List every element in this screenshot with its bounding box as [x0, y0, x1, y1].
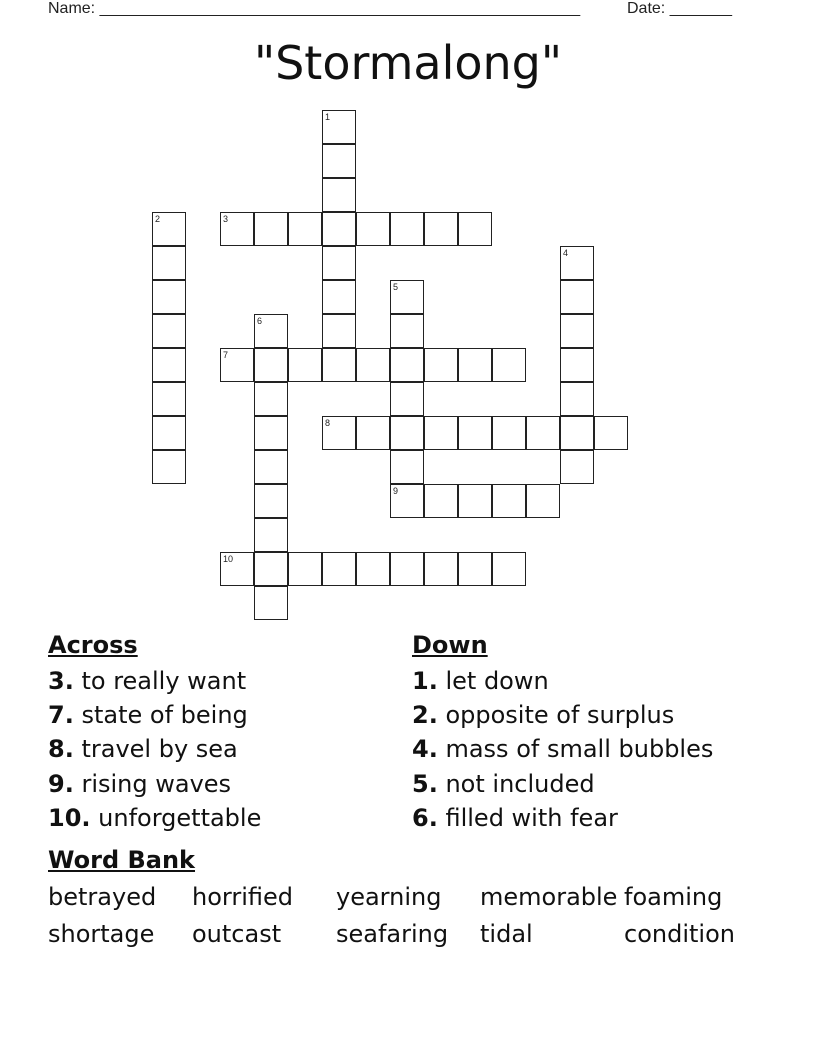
word-bank-item: horrified [192, 883, 293, 911]
crossword-cell[interactable] [594, 416, 628, 450]
name-field[interactable]: Name: ______________________________________________________ [48, 0, 581, 17]
crossword-cell[interactable] [492, 484, 526, 518]
crossword-cell[interactable] [492, 416, 526, 450]
across-clue: 7. state of being [48, 701, 248, 729]
word-bank-item: seafaring [336, 920, 449, 948]
clue-number: 1 [325, 112, 331, 122]
crossword-cell[interactable] [220, 552, 254, 586]
crossword-cell[interactable] [322, 280, 356, 314]
crossword-cell[interactable] [152, 246, 186, 280]
crossword-cell[interactable] [492, 348, 526, 382]
crossword-cell[interactable] [220, 212, 254, 246]
word-bank-item: betrayed [48, 883, 157, 911]
crossword-cell[interactable] [322, 110, 356, 144]
across-clue: 9. rising waves [48, 770, 232, 798]
crossword-cell[interactable] [254, 382, 288, 416]
crossword-cell[interactable] [152, 212, 186, 246]
crossword-cell[interactable] [390, 382, 424, 416]
clue-number: 4 [563, 248, 569, 258]
word-bank-item: shortage [48, 920, 155, 948]
crossword-cell[interactable] [560, 280, 594, 314]
crossword-cell[interactable] [322, 178, 356, 212]
clue-number: 7 [223, 350, 229, 360]
crossword-cell[interactable] [152, 450, 186, 484]
crossword-cell[interactable] [322, 416, 356, 450]
crossword-cell[interactable] [458, 552, 492, 586]
crossword-cell[interactable] [424, 212, 458, 246]
crossword-cell[interactable] [560, 314, 594, 348]
crossword-cell[interactable] [152, 348, 186, 382]
crossword-cell[interactable] [152, 416, 186, 450]
down-clue: 4. mass of small bubbles [412, 735, 714, 763]
clue-number: 6 [257, 316, 263, 326]
crossword-cell[interactable] [560, 246, 594, 280]
across-clue: 8. travel by sea [48, 735, 238, 763]
crossword-cell[interactable] [390, 314, 424, 348]
date-field[interactable]: Date: _______ [627, 0, 732, 17]
crossword-cell[interactable] [424, 348, 458, 382]
crossword-cell[interactable] [560, 348, 594, 382]
crossword-cell[interactable] [322, 552, 356, 586]
word-bank-item: condition [624, 920, 735, 948]
crossword-cell[interactable] [356, 552, 390, 586]
down-clue: 1. let down [412, 667, 549, 695]
across-clue: 10. unforgettable [48, 804, 262, 832]
crossword-cell[interactable] [560, 450, 594, 484]
crossword-cell[interactable] [254, 212, 288, 246]
across-heading: Across [48, 631, 138, 659]
page-title: "Stormalong" [253, 36, 563, 90]
crossword-cell[interactable] [390, 212, 424, 246]
crossword-cell[interactable] [424, 416, 458, 450]
word-bank-item: outcast [192, 920, 282, 948]
crossword-cell[interactable] [288, 348, 322, 382]
word-bank-item: foaming [624, 883, 723, 911]
down-clue: 6. filled with fear [412, 804, 618, 832]
crossword-cell[interactable] [458, 484, 492, 518]
crossword-cell[interactable] [288, 552, 322, 586]
clue-number: 8 [325, 418, 331, 428]
crossword-cell[interactable] [322, 246, 356, 280]
crossword-cell[interactable] [254, 314, 288, 348]
crossword-cell[interactable] [254, 416, 288, 450]
crossword-cell[interactable] [322, 212, 356, 246]
word-bank-item: yearning [336, 883, 442, 911]
crossword-cell[interactable] [356, 416, 390, 450]
word-bank-item: memorable [480, 883, 618, 911]
crossword-cell[interactable] [322, 144, 356, 178]
crossword-cell[interactable] [390, 484, 424, 518]
crossword-cell[interactable] [560, 382, 594, 416]
crossword-cell[interactable] [492, 552, 526, 586]
crossword-cell[interactable] [254, 518, 288, 552]
crossword-cell[interactable] [254, 348, 288, 382]
crossword-cell[interactable] [458, 348, 492, 382]
word-bank-item: tidal [480, 920, 533, 948]
crossword-cell[interactable] [526, 484, 560, 518]
crossword-cell[interactable] [322, 348, 356, 382]
across-clue: 3. to really want [48, 667, 247, 695]
clue-number: 2 [155, 214, 161, 224]
crossword-cell[interactable] [322, 314, 356, 348]
crossword-cell[interactable] [458, 416, 492, 450]
crossword-cell[interactable] [424, 484, 458, 518]
crossword-cell[interactable] [424, 552, 458, 586]
down-heading: Down [412, 631, 488, 659]
crossword-cell[interactable] [152, 382, 186, 416]
crossword-cell[interactable] [390, 552, 424, 586]
crossword-cell[interactable] [254, 484, 288, 518]
clue-number: 10 [223, 554, 234, 564]
crossword-cell[interactable] [390, 348, 424, 382]
clue-number: 3 [223, 214, 229, 224]
crossword-cell[interactable] [458, 212, 492, 246]
crossword-cell[interactable] [390, 416, 424, 450]
crossword-cell[interactable] [560, 416, 594, 450]
crossword-cell[interactable] [390, 450, 424, 484]
crossword-cell[interactable] [152, 314, 186, 348]
crossword-cell[interactable] [356, 348, 390, 382]
down-clue: 5. not included [412, 770, 595, 798]
crossword-cell[interactable] [356, 212, 390, 246]
clue-number: 9 [393, 486, 399, 496]
crossword-cell[interactable] [254, 586, 288, 620]
word-bank-heading: Word Bank [48, 846, 196, 874]
down-clue: 2. opposite of surplus [412, 701, 675, 729]
crossword-cell[interactable] [288, 212, 322, 246]
crossword-cell[interactable] [254, 450, 288, 484]
crossword-cell[interactable] [526, 416, 560, 450]
crossword-cell[interactable] [220, 348, 254, 382]
crossword-cell[interactable] [254, 552, 288, 586]
crossword-cell[interactable] [390, 280, 424, 314]
crossword-cell[interactable] [152, 280, 186, 314]
clue-number: 5 [393, 282, 399, 292]
